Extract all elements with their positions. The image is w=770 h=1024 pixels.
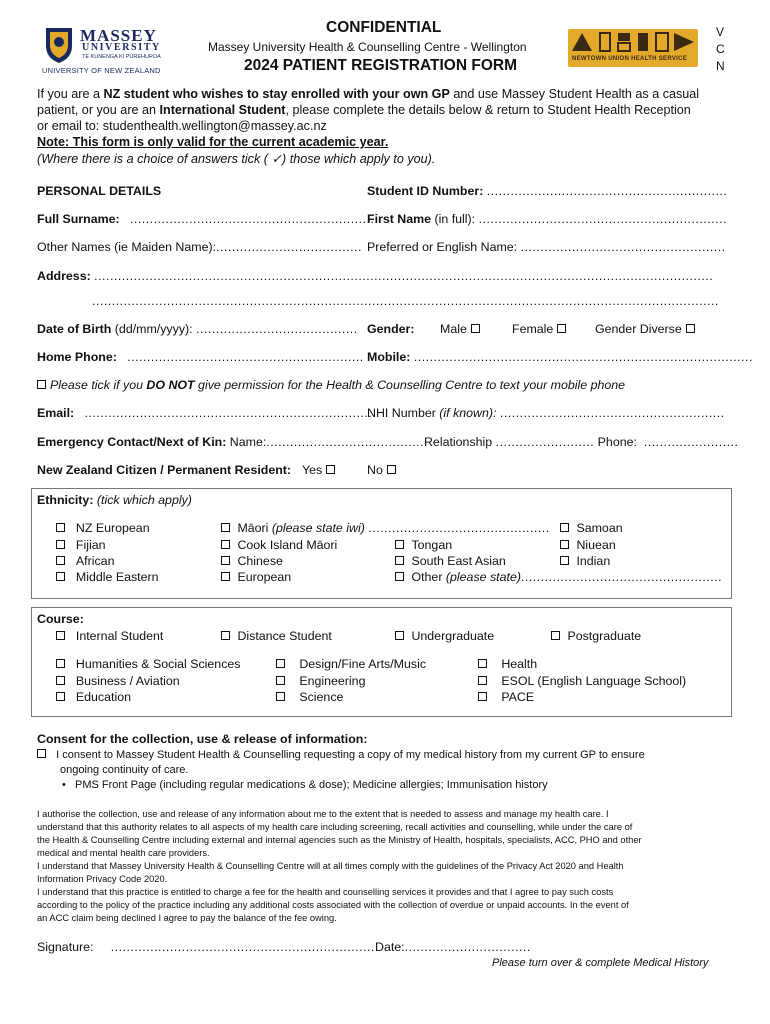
checkbox-icon[interactable] [387, 465, 396, 474]
checkbox-icon[interactable] [395, 540, 404, 549]
checkbox-icon[interactable] [276, 676, 285, 685]
course-esol[interactable]: ESOL (English Language School) [478, 674, 686, 688]
checkbox-icon[interactable] [56, 556, 65, 565]
side-letter-c: C [716, 42, 725, 56]
personal-heading: PERSONAL DETAILS [37, 184, 162, 198]
course-undergraduate[interactable]: Undergraduate [395, 629, 494, 643]
checkbox-icon[interactable] [557, 324, 566, 333]
consent-gp-request[interactable]: I consent to Massey Student Health & Counselling requesting a copy of my medical history from my current GP to ensure [37, 749, 645, 761]
ethnicity-samoan[interactable]: Samoan [560, 521, 623, 535]
mobile-field[interactable]: Mobile: ...................................................................................... [367, 350, 753, 364]
checkbox-icon[interactable] [276, 659, 285, 668]
newtown-logo [568, 29, 698, 67]
checkbox-icon[interactable] [221, 523, 230, 532]
nz-citizen-yes[interactable]: Yes [302, 463, 335, 477]
checkbox-icon[interactable] [221, 572, 230, 581]
dob-field[interactable]: Date of Birth (dd/mm/yyyy): ......................................... [37, 322, 358, 336]
consent-para-1: I authorise the collection, use and release of any information about me to the extent that is needed to assess and manage my health care. I [37, 809, 609, 819]
checkbox-icon[interactable] [37, 749, 46, 758]
checkbox-icon[interactable] [395, 556, 404, 565]
ethnicity-middle-eastern[interactable]: Middle Eastern [56, 570, 159, 584]
emergency-contact-field[interactable]: Emergency Contact/Next of Kin: Name:........................................Relationship ......................... Phone: ........................ [37, 435, 739, 449]
nz-citizen-no[interactable]: No [367, 463, 396, 477]
checkbox-icon[interactable] [395, 572, 404, 581]
ethnicity-indian[interactable]: Indian [560, 554, 610, 568]
ethnicity-heading: Ethnicity: (tick which apply) [37, 493, 192, 507]
ethnicity-european[interactable]: European [221, 570, 291, 584]
confidential-heading: CONFIDENTIAL [326, 19, 442, 36]
course-design[interactable]: Design/Fine Arts/Music [276, 657, 426, 671]
ethnicity-se-asian[interactable]: South East Asian [395, 554, 506, 568]
text-permission[interactable]: Please tick if you DO NOT give permission for the Health & Counselling Centre to text your mobile phone [37, 378, 625, 392]
home-phone-field[interactable]: Home Phone: ............................................................ [37, 350, 364, 364]
course-heading: Course: [37, 612, 84, 626]
consent-para-9: an ACC claim being declined I agree to pay the balance of the fee owing. [37, 913, 337, 923]
ethnicity-fijian[interactable]: Fijian [56, 538, 106, 552]
checkbox-icon[interactable] [221, 556, 230, 565]
ethnicity-maori[interactable]: Māori (please state iwi) .............................................. [221, 521, 550, 535]
ethnicity-other[interactable]: Other (please state)................................................... [395, 570, 722, 584]
massey-maori: TE KUNENGA KI PŪREHUROA [82, 54, 161, 60]
checkbox-icon[interactable] [56, 572, 65, 581]
checkbox-icon[interactable] [221, 540, 230, 549]
first-name-field[interactable]: First Name (in full): ............................................................... [367, 212, 727, 226]
gender-diverse[interactable]: Gender Diverse [595, 322, 695, 336]
signature-field[interactable]: Signature: ................................................................... [37, 940, 375, 954]
email-field[interactable]: Email: .......................................................................... [37, 406, 377, 420]
course-health[interactable]: Health [478, 657, 537, 671]
newtown-pattern-icon [568, 29, 698, 55]
gender-male[interactable]: Male [440, 322, 480, 336]
intro-line-2: patient, or you are an International Student, please complete the details below & return to Student Health Reception [37, 103, 691, 117]
intro-note: Note: This form is only valid for the current academic year. [37, 135, 389, 149]
checkbox-icon[interactable] [326, 465, 335, 474]
intro-line-1: If you are a NZ student who wishes to stay enrolled with your own GP and use Massey Student Health as a casual [37, 87, 700, 101]
ethnicity-tongan[interactable]: Tongan [395, 538, 452, 552]
consent-para-2: understand that this authority relates to all aspects of my health care including screening, recall activities and counselling, while under the care of [37, 822, 633, 832]
checkbox-icon[interactable] [686, 324, 695, 333]
intro-email: or email to: studenthealth.wellington@massey.ac.nz [37, 119, 327, 133]
course-engineering[interactable]: Engineering [276, 674, 365, 688]
course-science[interactable]: Science [276, 690, 343, 704]
ethnicity-niuean[interactable]: Niuean [560, 538, 616, 552]
checkbox-icon[interactable] [551, 631, 560, 640]
consent-heading: Consent for the collection, use & release of information: [37, 732, 368, 746]
massey-tagline: UNIVERSITY OF NEW ZEALAND [42, 66, 161, 75]
address-field[interactable]: Address: ............................................................................................................................................................. [37, 269, 714, 283]
preferred-name-field[interactable]: Preferred or English Name: .................................................... [367, 240, 726, 254]
checkbox-icon[interactable] [560, 523, 569, 532]
course-internal[interactable]: Internal Student [56, 629, 163, 643]
checkbox-icon[interactable] [221, 631, 230, 640]
consent-para-6: Information Privacy Code 2020. [37, 874, 168, 884]
checkbox-icon[interactable] [478, 659, 487, 668]
nz-citizen-field: New Zealand Citizen / Permanent Resident: [37, 463, 292, 477]
checkbox-icon[interactable] [56, 692, 65, 701]
ethnicity-african[interactable]: African [56, 554, 114, 568]
checkbox-icon[interactable] [56, 523, 65, 532]
course-education[interactable]: Education [56, 690, 131, 704]
consent-para-4: medical and mental health care providers. [37, 848, 210, 858]
checkbox-icon[interactable] [56, 631, 65, 640]
other-names-field[interactable]: Other Names (ie Maiden Name):..................................... [37, 240, 362, 254]
consent-para-7: I understand that this practice is entitled to charge a fee for the health and counselling services it provides and that I agree to pay such costs [37, 887, 614, 897]
checkbox-icon[interactable] [37, 380, 46, 389]
surname-field[interactable]: Full Surname: .............................................................. [37, 212, 375, 226]
checkbox-icon[interactable] [478, 676, 487, 685]
checkbox-icon[interactable] [471, 324, 480, 333]
massey-logo [38, 24, 168, 76]
consent-para-3: the Health & Counselling Centre including external and internal agencies such as the Ministry of Health, hospitals, specialists, ACC, PHO and other [37, 835, 642, 845]
date-field[interactable]: Date:................................ [375, 940, 531, 954]
nhi-field[interactable]: NHI Number (if known): ......................................................... [367, 406, 725, 420]
consent-gp-request-cont: ongoing continuity of care. [60, 764, 189, 776]
newtown-banner: NEWTOWN UNION HEALTH SERVICE [572, 56, 688, 62]
checkbox-icon[interactable] [56, 540, 65, 549]
massey-university: UNIVERSITY [82, 42, 161, 53]
address-line-2[interactable]: ............................................................................................................................................................... [92, 294, 719, 308]
ethnicity-nz-european[interactable]: NZ European [56, 521, 150, 535]
consent-bullet: • PMS Front Page (including regular medications & dose); Medicine allergies; Immunisation history [62, 779, 548, 791]
checkbox-icon[interactable] [56, 659, 65, 668]
checkbox-icon[interactable] [478, 692, 487, 701]
checkbox-icon[interactable] [560, 556, 569, 565]
side-letter-n: N [716, 59, 725, 73]
ethnicity-cook-island[interactable]: Cook Island Māori [221, 538, 337, 552]
course-business[interactable]: Business / Aviation [56, 674, 180, 688]
gender-female[interactable]: Female [512, 322, 566, 336]
massey-crest-icon [44, 26, 74, 64]
consent-para-5: I understand that Massey University Health & Counselling Centre will at all times comply with the guidelines of the Privacy Act 2020 and Health [37, 861, 624, 871]
consent-para-8: according to the policy of the practice including any additional costs associated with the collection of overdue or unpaid accounts. In the event of [37, 900, 629, 910]
course-humanities[interactable]: Humanities & Social Sciences [56, 657, 240, 671]
checkbox-icon[interactable] [56, 676, 65, 685]
ethnicity-chinese[interactable]: Chinese [221, 554, 283, 568]
gender-label: Gender: [367, 322, 415, 336]
course-pace[interactable]: PACE [478, 690, 534, 704]
student-id-field[interactable]: Student ID Number: ............................................................. [367, 184, 728, 198]
centre-name: Massey University Health & Counselling Centre - Wellington [208, 40, 527, 54]
bullet-icon: • [62, 779, 66, 791]
massey-name: MASSEY [80, 26, 157, 45]
side-letter-v: V [716, 25, 725, 39]
course-distance[interactable]: Distance Student [221, 629, 332, 643]
checkbox-icon[interactable] [276, 692, 285, 701]
course-postgraduate[interactable]: Postgraduate [551, 629, 641, 643]
turn-over-note: Please turn over & complete Medical History [492, 957, 709, 969]
form-title: 2024 PATIENT REGISTRATION FORM [244, 57, 517, 74]
intro-instruction: (Where there is a choice of answers tick ( ✓) those which apply to you). [37, 152, 436, 166]
checkbox-icon[interactable] [395, 631, 404, 640]
checkbox-icon[interactable] [560, 540, 569, 549]
